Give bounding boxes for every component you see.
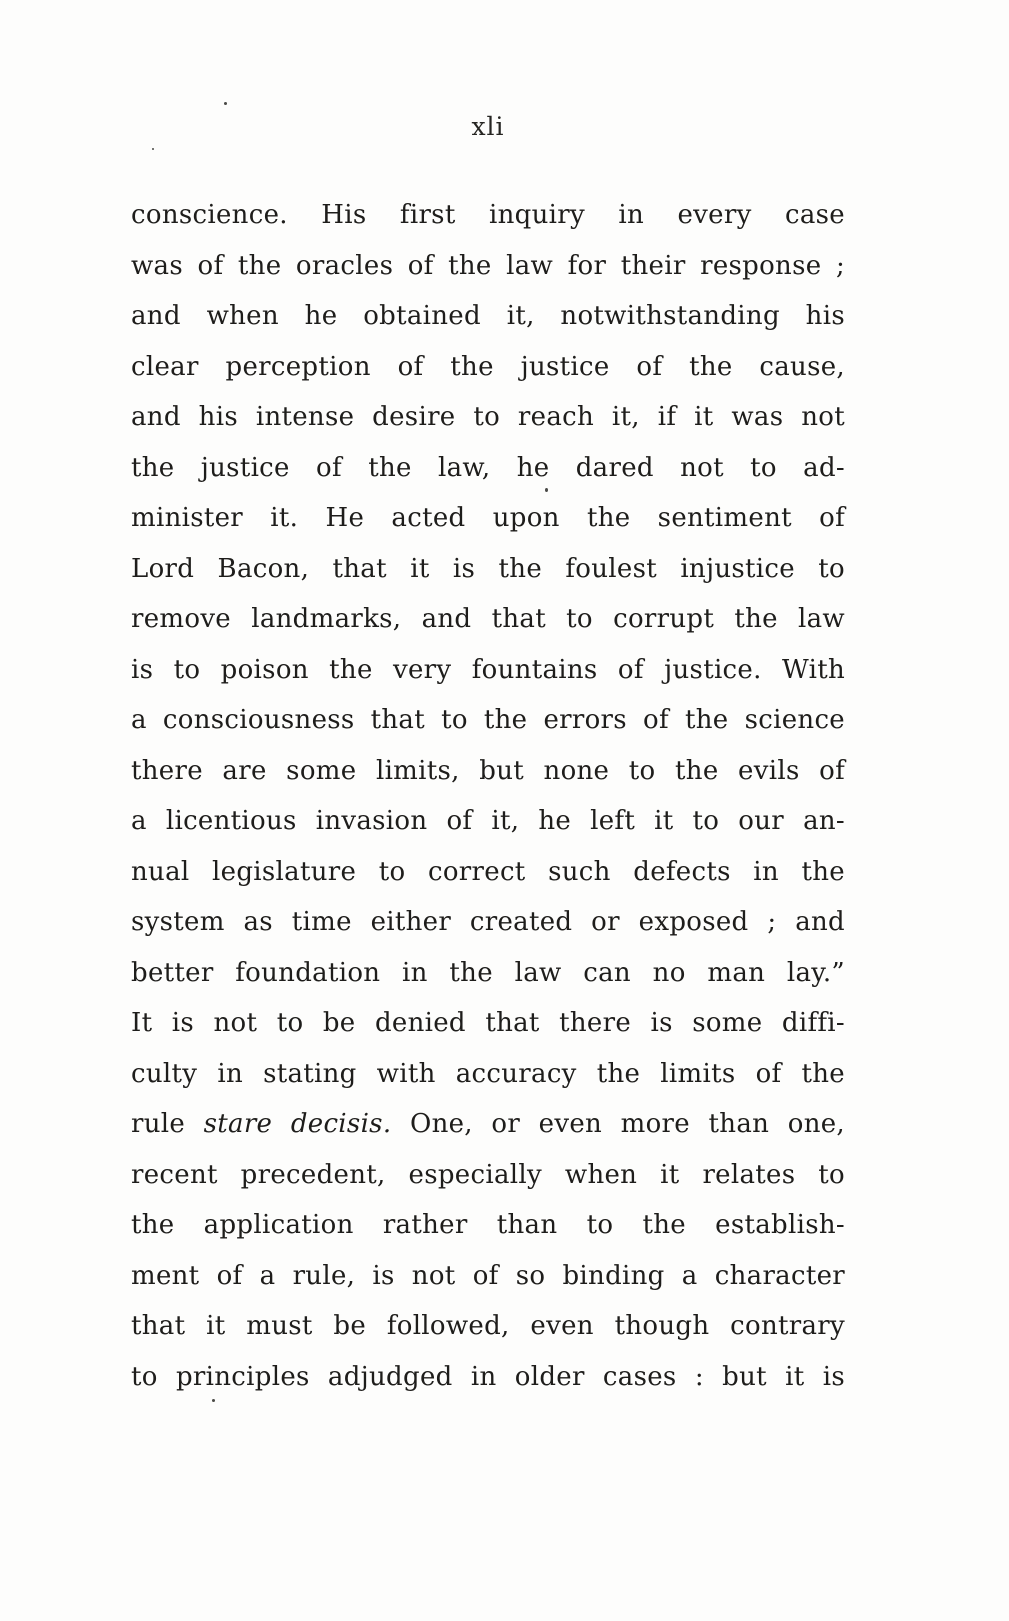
body-text [131, 190, 845, 1402]
scan-speck [152, 148, 154, 150]
text-line: there are some limits, but none to the evils of [131, 755, 845, 786]
text-line: a licentious invasion of it, he left it to our an- [131, 806, 845, 836]
text-segment: One, or even more than one, [391, 1109, 845, 1139]
text-line: that it must be followed, even though contrary [131, 1311, 845, 1341]
text-line: remove landmarks, and that to corrupt the law [131, 604, 845, 634]
text-line: ment of a rule, is not of so binding a character [131, 1260, 845, 1291]
text-line: It is not to be denied that there is some diffi- [131, 1008, 845, 1038]
text-segment: rule [131, 1109, 204, 1139]
text-line: minister it. He acted upon the sentiment of [131, 503, 845, 533]
text-line: the application rather than to the establish- [131, 1210, 845, 1240]
text-line: Lord Bacon, that it is the foulest injustice to [131, 553, 845, 584]
text-line: culty in stating with accuracy the limits of the [131, 1058, 845, 1089]
text-line [131, 1099, 845, 1150]
text-line: better foundation in the law can no man lay.” [131, 957, 845, 988]
text-line: nual legislature to correct such defects in the [131, 856, 845, 887]
text-line: clear perception of the justice of the cause, [131, 351, 845, 382]
text-line: conscience. His first inquiry in every case [131, 200, 845, 230]
text-line: recent precedent, especially when it relates to [131, 1159, 845, 1190]
text-line: the justice of the law, he dared not to ad- [131, 452, 845, 483]
text-line: is to poison the very fountains of justice. With [131, 654, 845, 685]
text-line: and when he obtained it, notwithstanding his [131, 301, 845, 331]
text-line: a consciousness that to the errors of the science [131, 705, 845, 735]
text-line: was of the oracles of the law for their response ; [131, 250, 845, 281]
text-line: and his intense desire to reach it, if it was not [131, 402, 845, 432]
page-number: xli [471, 112, 505, 141]
italic-phrase: stare decisis. [203, 1109, 392, 1139]
text-line: system as time either created or exposed ; and [131, 907, 845, 937]
text-line: to principles adjudged in older cases : but it is [131, 1361, 845, 1392]
scan-speck [224, 102, 227, 105]
